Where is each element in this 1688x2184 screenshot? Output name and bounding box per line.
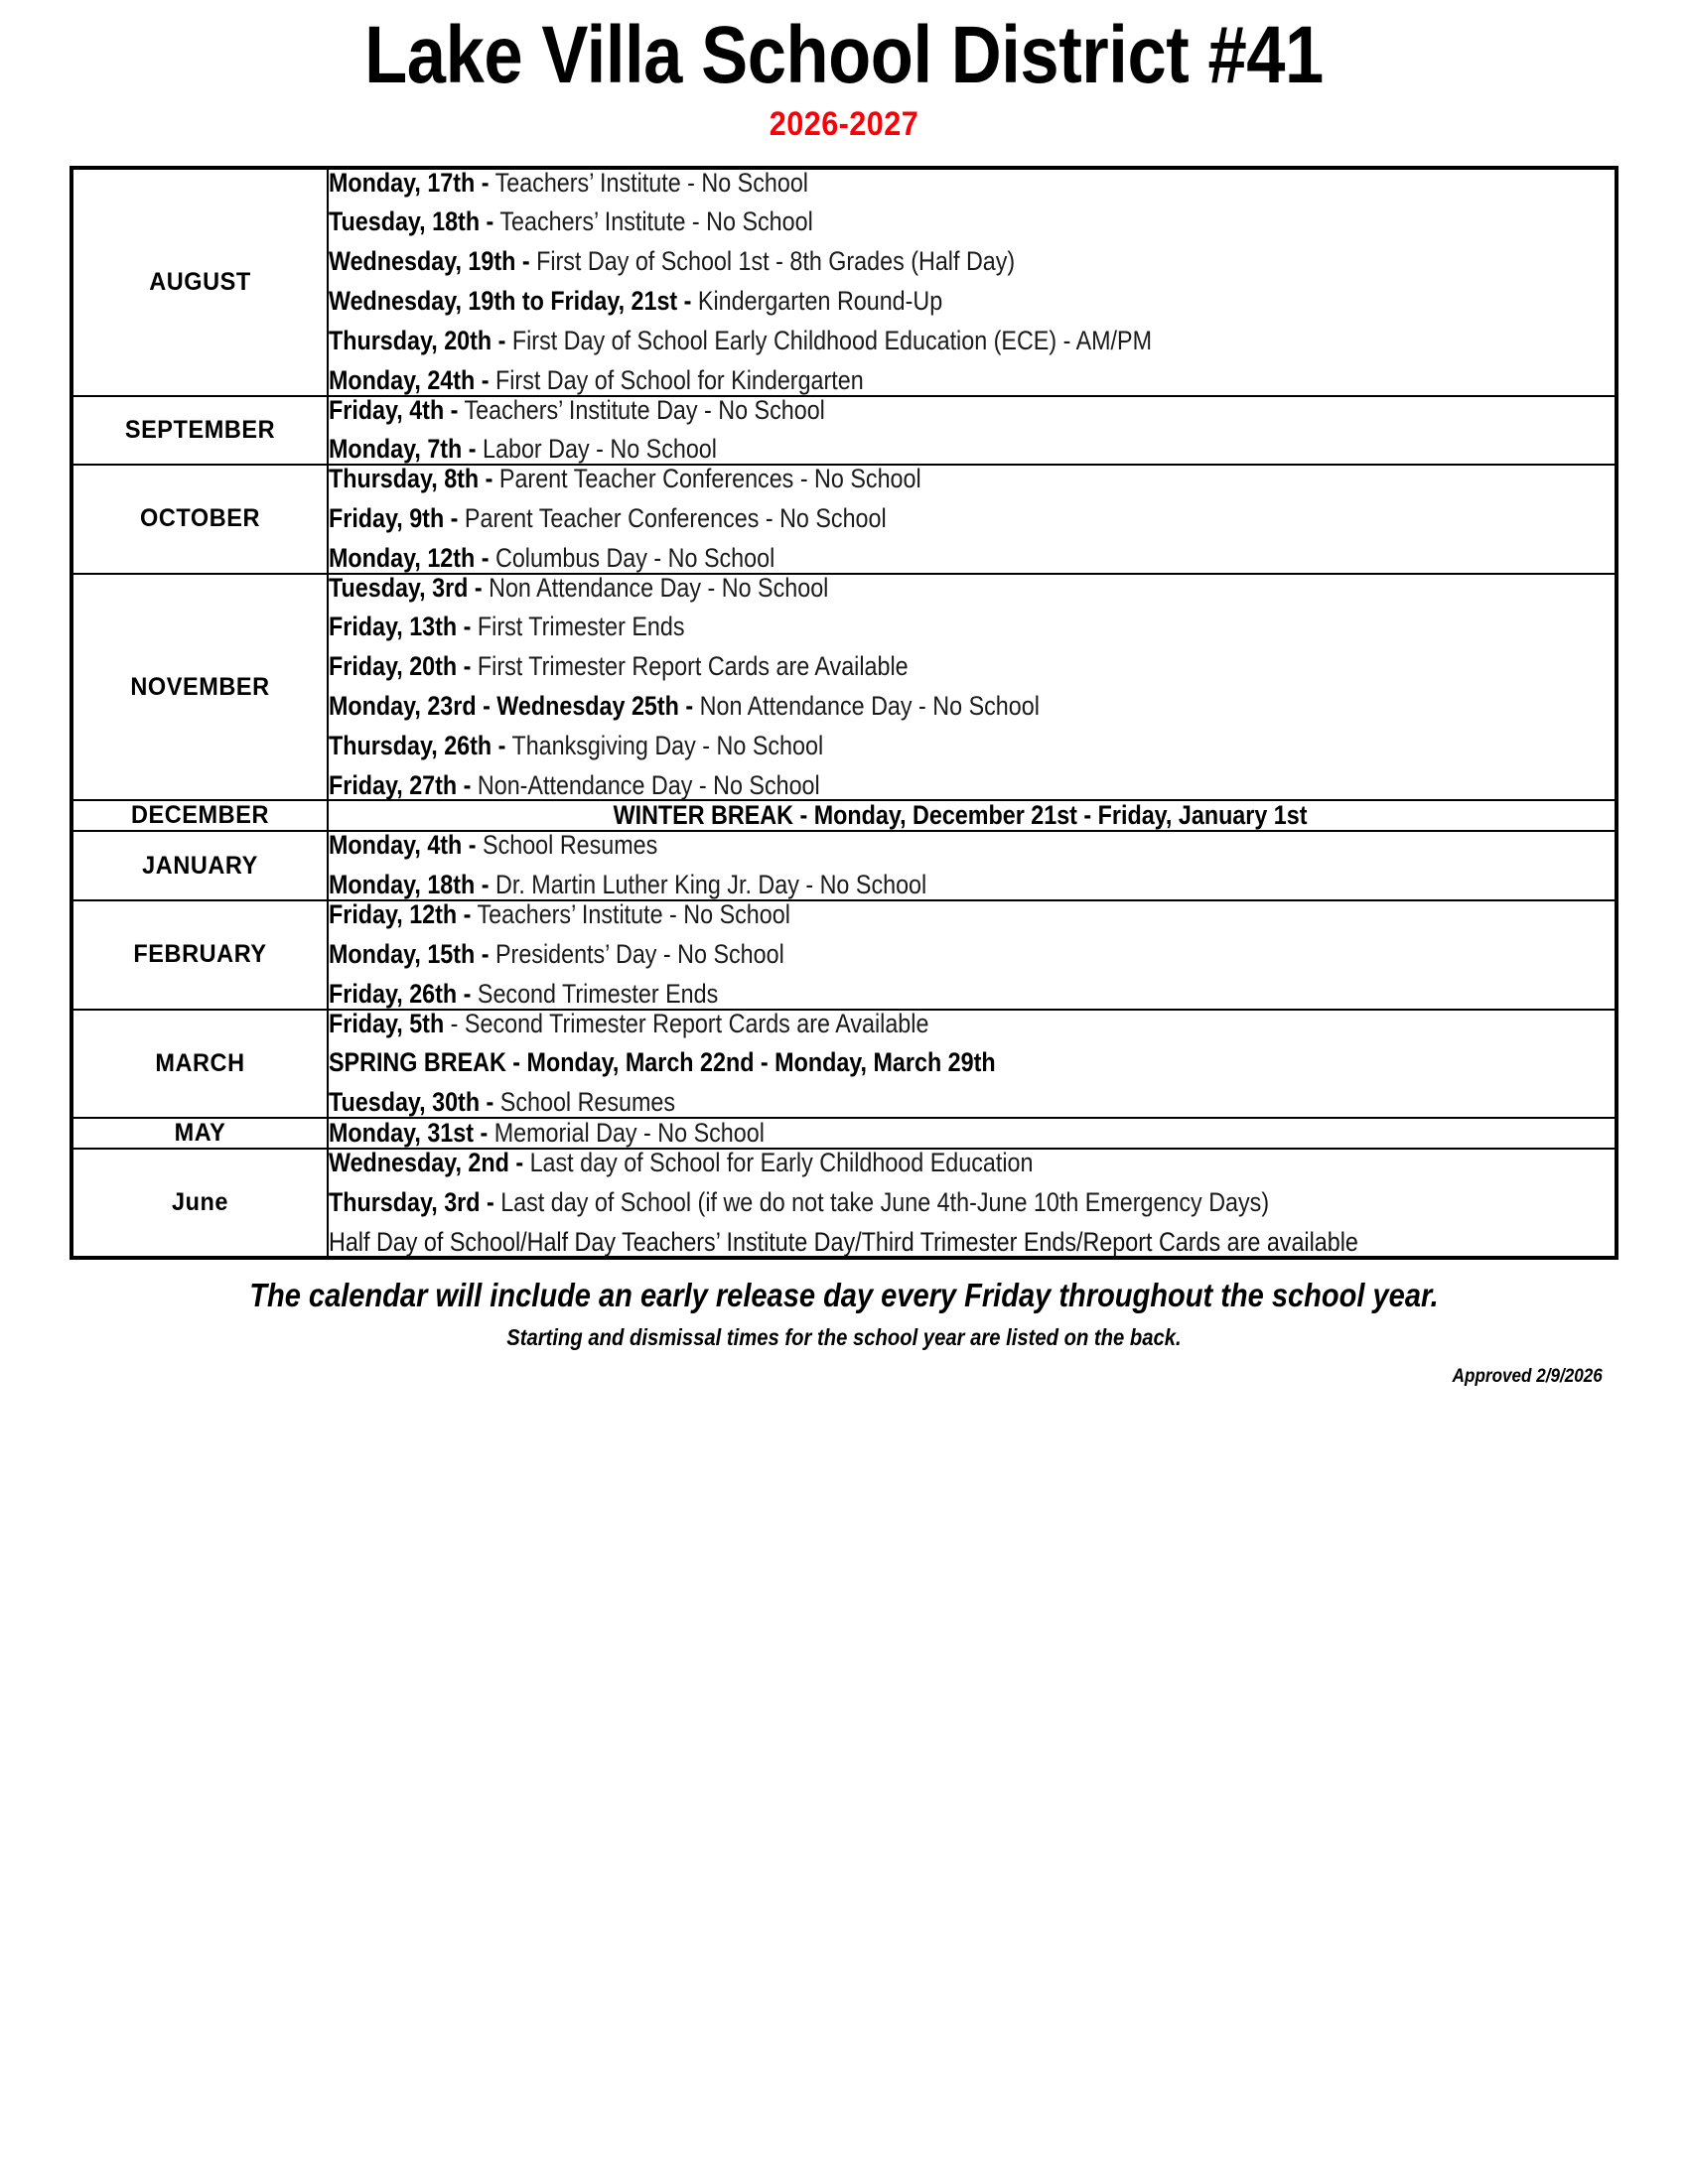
event-date: SPRING BREAK - Monday, March 22nd - Monday, March 29th	[329, 1047, 996, 1078]
event-description: First Day of School for Kindergarten	[489, 364, 864, 395]
footer-times-note: Starting and dismissal times for the school year are listed on the back.	[506, 1323, 1182, 1350]
event-date: Friday, 9th -	[329, 502, 459, 533]
event-description: Dr. Martin Luther King Jr. Day - No School	[489, 870, 927, 900]
calendar-row	[71, 1010, 1617, 1118]
event-date: Thursday, 8th -	[329, 464, 493, 494]
event-line	[329, 1089, 1461, 1117]
event-description: School Resumes	[493, 1087, 676, 1118]
event-description: Kindergarten Round-Up	[691, 286, 943, 317]
event-description: - Second Trimester Report Cards are Available	[444, 1008, 929, 1038]
month-cell	[71, 1149, 328, 1258]
event-line	[329, 248, 1461, 276]
month-label: OCTOBER	[139, 504, 261, 533]
event-line	[329, 466, 1461, 493]
event-date: Monday, 17th -	[329, 167, 490, 198]
event-date: Monday, 15th -	[329, 938, 490, 969]
month-cell	[71, 396, 328, 466]
event-line	[329, 502, 1461, 533]
event-line	[329, 325, 1461, 355]
calendar-row	[71, 831, 1617, 900]
event-description: Presidents’ Day - No School	[489, 938, 784, 969]
event-date: Half Day of School/Half Day Teachers’ Institute Day/Third Trimester Ends/Report Cards are available	[329, 1226, 1358, 1257]
events-cell	[328, 396, 1617, 466]
event-date: Monday, 24th -	[329, 364, 490, 395]
month-label: NOVEMBER	[130, 672, 270, 701]
event-date: Friday, 12th -	[329, 899, 472, 930]
event-description: Parent Teacher Conferences - No School	[458, 502, 887, 533]
events-cell	[328, 800, 1617, 831]
event-date: Friday, 26th -	[329, 978, 472, 1009]
month-cell	[71, 574, 328, 801]
event-line	[329, 436, 1461, 464]
event-date: Monday, 23rd - Wednesday 25th -	[329, 691, 694, 721]
event-line	[329, 1049, 1461, 1077]
page-footer	[70, 1278, 1618, 1388]
calendar-table-wrapper	[70, 166, 1618, 1261]
event-date: Wednesday, 2nd -	[329, 1147, 524, 1177]
month-label: FEBRUARY	[133, 940, 267, 969]
event-description: Non-Attendance Day - No School	[471, 769, 820, 800]
event-description: Teachers’ Institute - No School	[493, 206, 813, 237]
calendar-row	[71, 168, 1617, 396]
month-cell	[71, 1010, 328, 1118]
month-label: DECEMBER	[130, 801, 270, 830]
event-description: First Trimester Ends	[471, 612, 685, 642]
events-cell	[328, 1010, 1617, 1118]
event-date: Friday, 13th -	[329, 612, 472, 642]
event-date: WINTER BREAK - Monday, December 21st - Friday, January 1st	[613, 800, 1308, 831]
month-cell	[71, 168, 328, 396]
events-cell	[328, 1149, 1617, 1258]
month-label: JANUARY	[142, 851, 258, 880]
event-description: First Trimester Report Cards are Available	[471, 651, 909, 682]
calendar-row	[71, 574, 1617, 801]
event-description: Teachers’ Institute - No School	[471, 899, 790, 930]
event-description: Labor Day - No School	[476, 434, 717, 465]
event-date: Monday, 18th -	[329, 870, 490, 900]
event-date: Monday, 4th -	[329, 830, 477, 861]
calendar-row	[71, 465, 1617, 573]
event-date: Tuesday, 3rd -	[329, 572, 483, 603]
month-cell	[71, 831, 328, 900]
footer-early-release-note: The calendar will include an early release day every Friday throughout the school year.	[249, 1277, 1439, 1314]
event-line	[329, 364, 1461, 395]
events-cell	[328, 168, 1617, 396]
school-year-subtitle: 2026-2027	[769, 104, 919, 143]
month-label: AUGUST	[149, 267, 251, 296]
event-line	[329, 572, 1461, 603]
event-description: Last day of School (if we do not take June 4th-June 10th Emergency Days)	[493, 1186, 1270, 1217]
event-line	[329, 208, 1461, 236]
events-cell	[328, 831, 1617, 900]
event-line	[329, 167, 1461, 198]
event-description: Teachers’ Institute Day - No School	[458, 394, 825, 425]
calendar-row	[71, 1118, 1617, 1149]
calendar-row	[71, 900, 1617, 1009]
event-description: Thanksgiving Day - No School	[505, 730, 824, 760]
event-date: Thursday, 20th -	[329, 325, 506, 355]
event-line	[329, 653, 1461, 681]
event-line	[329, 1186, 1461, 1217]
event-line	[329, 693, 1461, 721]
event-description: School Resumes	[476, 830, 658, 861]
calendar-row	[71, 396, 1617, 466]
event-line	[329, 938, 1461, 969]
event-date: Monday, 12th -	[329, 542, 490, 573]
events-cell	[328, 900, 1617, 1009]
calendar-row	[71, 800, 1617, 831]
calendar-table	[70, 166, 1618, 1261]
month-label: SEPTEMBER	[124, 415, 276, 444]
event-description: Non Attendance Day - No School	[693, 691, 1040, 721]
month-label: MARCH	[155, 1048, 245, 1077]
event-date: Monday, 31st -	[329, 1117, 489, 1148]
event-line	[329, 901, 1461, 929]
event-description: Memorial Day - No School	[488, 1117, 765, 1148]
event-date: Thursday, 26th -	[329, 730, 506, 760]
event-line	[329, 1117, 1461, 1148]
event-description: Non Attendance Day - No School	[482, 572, 829, 603]
event-line	[329, 730, 1461, 760]
month-cell	[71, 800, 328, 831]
event-line	[329, 394, 1461, 425]
page-title: Lake Villa School District #41	[364, 10, 1324, 100]
month-cell	[71, 900, 328, 1009]
month-label: MAY	[174, 1118, 226, 1147]
event-line	[329, 832, 1461, 860]
event-date: Tuesday, 30th -	[329, 1087, 494, 1118]
event-date: Monday, 7th -	[329, 434, 477, 465]
events-cell	[328, 574, 1617, 801]
event-description: Parent Teacher Conferences - No School	[492, 464, 921, 494]
event-line	[329, 614, 1461, 641]
event-date: Friday, 27th -	[329, 769, 472, 800]
events-cell	[328, 1118, 1617, 1149]
event-date: Thursday, 3rd -	[329, 1186, 494, 1217]
event-line	[329, 872, 1461, 899]
event-date: Friday, 4th -	[329, 394, 459, 425]
month-cell	[71, 465, 328, 573]
event-description: First Day of School Early Childhood Education (ECE) - AM/PM	[505, 325, 1153, 355]
month-cell	[71, 1118, 328, 1149]
page-header	[0, 0, 1688, 144]
event-date: Wednesday, 19th to Friday, 21st -	[329, 286, 692, 317]
footer-approved-date: Approved 2/9/2026	[1452, 1366, 1603, 1388]
event-date: Friday, 20th -	[329, 651, 472, 682]
event-description: Teachers’ Institute - No School	[489, 167, 808, 198]
event-description: Columbus Day - No School	[489, 542, 775, 573]
event-line	[329, 542, 1461, 573]
event-line	[329, 1147, 1461, 1177]
events-cell	[328, 465, 1617, 573]
event-description: First Day of School 1st - 8th Grades (Half Day)	[529, 246, 1016, 277]
event-description: Second Trimester Ends	[471, 978, 719, 1009]
event-line	[329, 288, 1461, 316]
event-description: Last day of School for Early Childhood Education	[523, 1147, 1034, 1177]
event-line	[329, 1226, 1461, 1257]
event-line	[406, 802, 1538, 830]
month-label: June	[171, 1188, 229, 1217]
event-date: Friday, 5th	[329, 1008, 445, 1038]
event-line	[329, 769, 1461, 800]
calendar-row	[71, 1149, 1617, 1258]
event-date: Tuesday, 18th -	[329, 206, 494, 237]
event-line	[329, 1008, 1461, 1038]
event-date: Wednesday, 19th -	[329, 246, 530, 277]
event-line	[329, 978, 1461, 1009]
